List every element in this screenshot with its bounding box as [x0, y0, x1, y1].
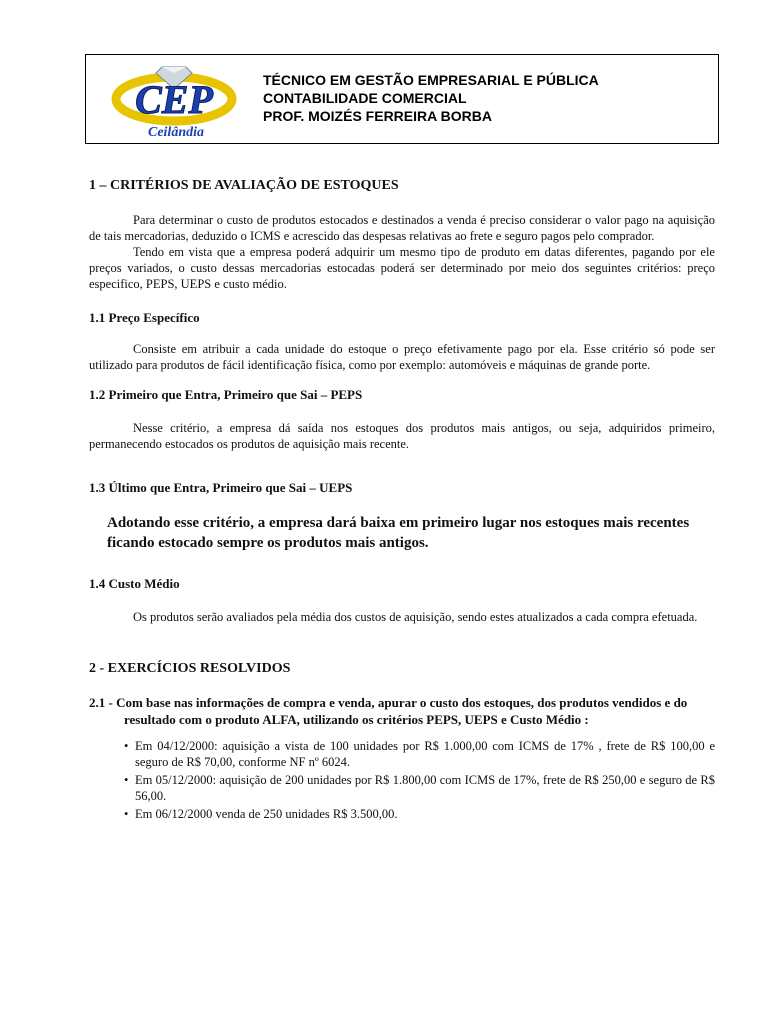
list-item: • Em 06/12/2000 venda de 250 unidades R$ 3.500,00.: [124, 807, 398, 821]
bullet-icon: •: [124, 773, 129, 787]
list-item: • Em 05/12/2000: aquisição de 200 unidades por R$ 1.800,00 com ICMS de 17%, frete de R$ 250,00 e seguro de R$ 56,00.: [124, 773, 715, 803]
document-body: [89, 176, 715, 824]
exercise-number: 2.1 -: [89, 695, 113, 710]
section-1-1-text: Consiste em atribuir a cada unidade do estoque o preço efetivamente pago por ela. Esse critério só pode ser utilizado para produtos de fácil identificação física, como por exemplo: automóveis e máquinas de grande porte.: [89, 342, 715, 372]
section-1-4-title: 1.4 Custo Médio: [89, 576, 180, 591]
list-item: • Em 04/12/2000: aquisição a vista de 100 unidades por R$ 1.000,00 com ICMS de 17% , frete de R$ 100,00 e seguro de R$ 70,00, conforme NF nº 6024.: [124, 739, 715, 769]
bullet-icon: •: [124, 739, 129, 753]
section-1-2-title: 1.2 Primeiro que Entra, Primeiro que Sai – PEPS: [89, 387, 363, 402]
section-2-title: 2 - EXERCÍCIOS RESOLVIDOS: [89, 661, 291, 676]
section-1-4-text: Os produtos serão avaliados pela média dos custos de aquisição, sendo estes atualizados a cada compra efetuada.: [133, 610, 698, 624]
section-1-title: 1 – CRITÉRIOS DE AVALIAÇÃO DE ESTOQUES: [89, 178, 399, 193]
section-1-2-text: Nesse critério, a empresa dá saída nos estoques dos produtos mais antigos, ou seja, adquiridos primeiro, permanecendo estocados os produtos de aquisição mais recente.: [89, 421, 715, 451]
exercise-transactions-list: [89, 738, 715, 822]
section-1-paragraph-1: Para determinar o custo de produtos estocados e destinados a venda é preciso considerar o valor pago na aquisição de tais mercadorias, deduzido o ICMS e acrescido das despesas relativas ao frete e seguro pagos pelo comprador.: [89, 213, 715, 243]
section-1-1-title: 1.1 Preço Específico: [89, 310, 200, 325]
bullet-icon: •: [124, 807, 129, 821]
document-header: [85, 54, 719, 144]
section-1-paragraph-2: Tendo em vista que a empresa poderá adquirir um mesmo tipo de produto em datas diferentes, pagando por ele preços variados, o custo dessas mercadorias estocadas poderá ser determinado por meio dos seguintes critérios: preço especifico, PEPS, UEPS e custo médio.: [89, 245, 715, 291]
course-title: TÉCNICO EM GESTÃO EMPRESARIAL E PÚBLICA: [263, 72, 599, 88]
subject-title: CONTABILIDADE COMERCIAL: [263, 90, 467, 106]
exercise-text: Com base nas informações de compra e venda, apurar o custo dos estoques, dos produtos vendidos e do resultado com o produto ALFA, utilizando os critérios PEPS, UEPS e Custo Médio :: [116, 695, 688, 727]
section-1-3-text: Adotando esse critério, a empresa dará baixa em primeiro lugar nos estoques mais recentes ficando estocado sempre os produtos mais antigos.: [107, 515, 690, 551]
svg-text:CEP: CEP: [135, 77, 213, 122]
professor-name: PROF. MOIZÉS FERREIRA BORBA: [263, 108, 492, 124]
svg-text:Ceilândia: Ceilândia: [147, 125, 205, 140]
header-title-block: [263, 71, 599, 125]
cep-ceilandia-logo: [104, 59, 244, 141]
section-1-3-title: 1.3 Último que Entra, Primeiro que Sai – UEPS: [89, 480, 353, 495]
exercise-2-1-statement: [89, 694, 715, 728]
